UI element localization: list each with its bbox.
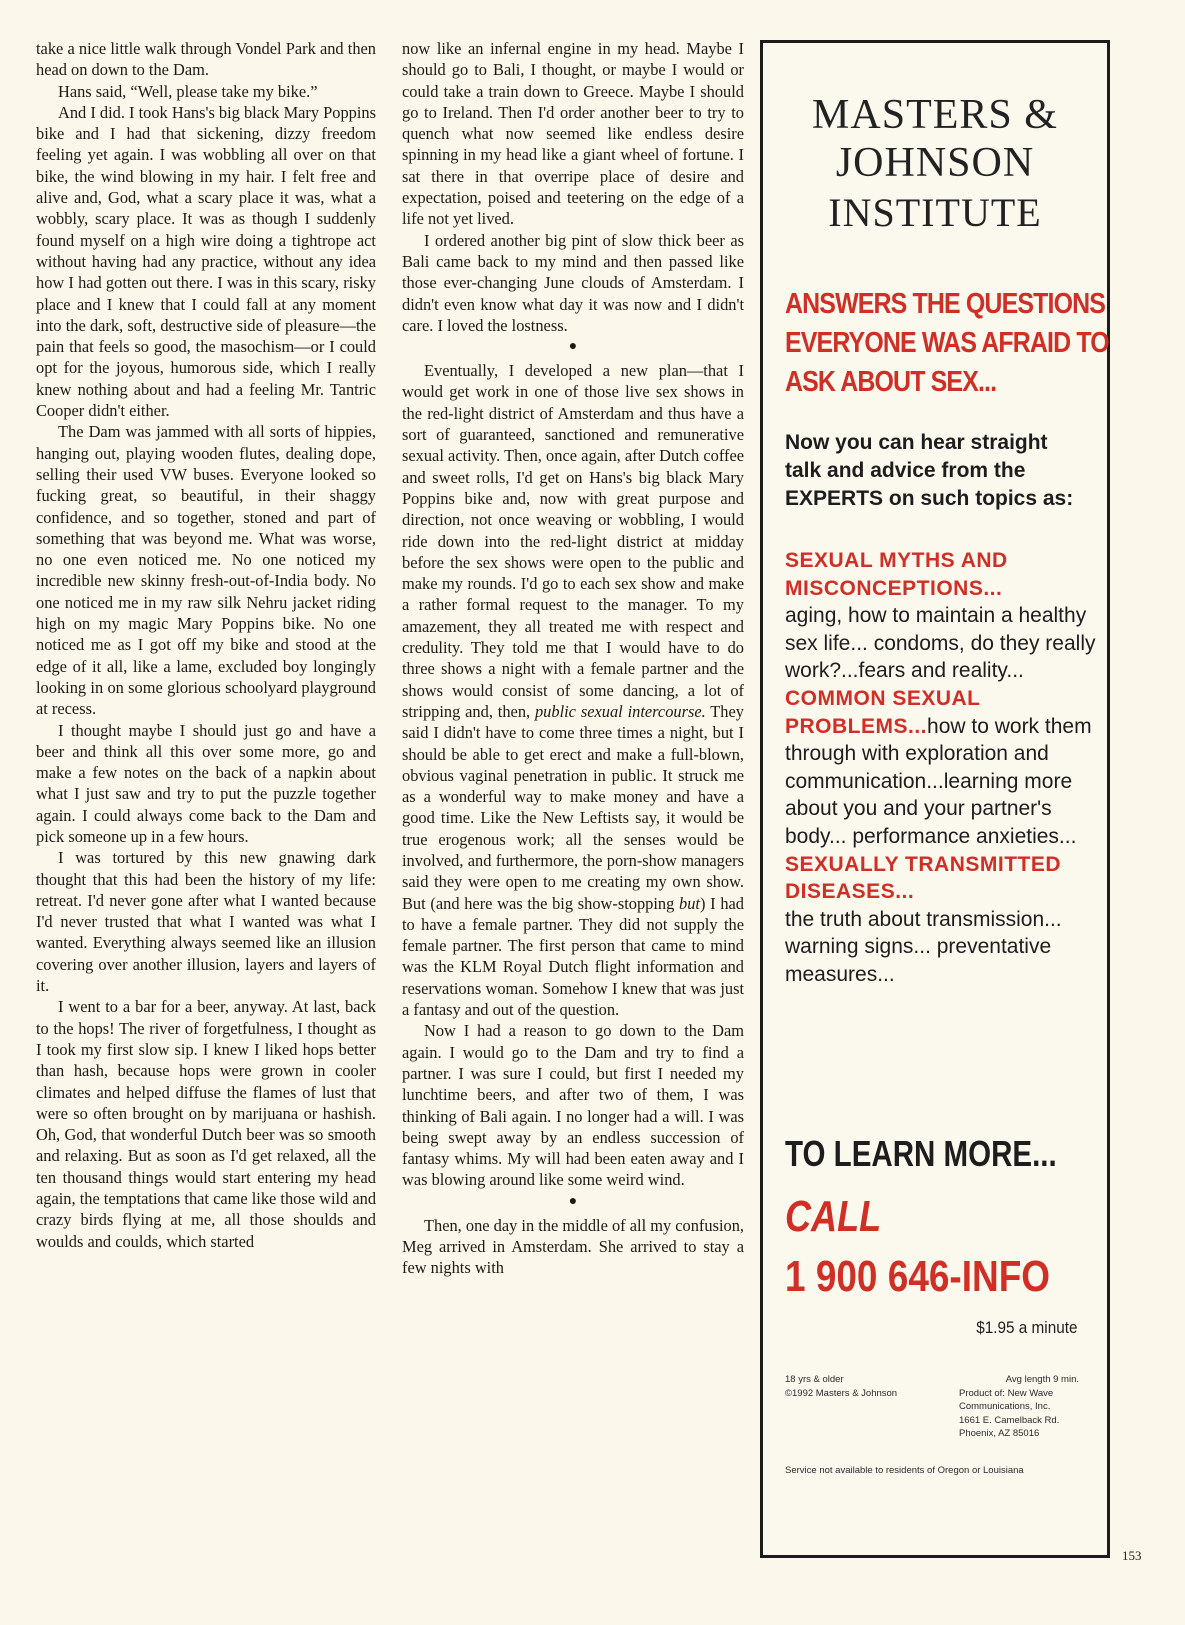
ad-headline: ANSWERS THE QUESTIONS EVERYONE WAS AFRAID TO ASK ABOUT SEX...	[785, 288, 1109, 398]
topic-text: aging, how to maintain a healthy sex life... condoms, do they really work?...fears and reality...	[785, 604, 1096, 683]
paragraph: I thought maybe I should just go and have a beer and think all this over some more, go and make a few notes on the back of a napkin about what I just saw and try to put the puzzle together again. I could always come back to the Dam and pick someone up in a few hours.	[36, 720, 376, 846]
paragraph: And I did. I took Hans's big black Mary Poppins bike and I had that sickening, dizzy freedom feeling yet again. I was wobbling all over on that bike, the wind blowing in my hair. I felt free and alive and, God, what a scary place it was, what a wobbly, scary place. It was as though I suddenly found myself on a high wire doing a tightrope act without having had any practice, without any idea how I had gotten out there. I was in this scary, risky place and I knew that I could fall at any moment into the dark, soft, destructive side of pleasure—the pain that feels so good, the masochism—or I could opt for the joyous, humorous side, which I really knew nothing about and had a feeling Mr. Tantric Cooper didn't either.	[36, 102, 376, 421]
learn-more-heading: TO LEARN MORE...	[785, 1133, 1057, 1174]
advertisement-box	[760, 40, 1110, 1558]
page-number: 153	[1122, 1548, 1142, 1563]
article-column-right	[402, 38, 744, 1279]
paragraph: Then, one day in the middle of all my confusion, Meg arrived in Amsterdam. She arrived to stay a few nights with	[402, 1215, 745, 1278]
section-break-bullet: ●	[568, 339, 578, 355]
call-rate: $1.95 a minute	[975, 1318, 1077, 1337]
fine-print-left: 18 yrs & older ©1992 Masters & Johnson	[785, 1374, 898, 1399]
topic-text: the truth about transmission... warning signs... preventative measures...	[785, 907, 1062, 986]
section-break-bullet: ●	[568, 1193, 578, 1209]
paragraph: I went to a bar for a beer, anyway. At last, back to the hops! The river of forgetfulness, I thought as I took my first slow sip. I knew I liked hops better than hash, because hops were grown in cooler climates and helped diffuse the flames of lust that were so often brought on by marijuana or hashish. Oh, God, that wonderful Dutch beer was so smooth and relaxing. But as soon as I'd get relaxed, all the ten thousand things would start entering my head again, the temptations that came like those wild and crazy birds flying at me, all those shoulds and woulds and coulds, which started	[36, 997, 377, 1251]
fine-print-right: Avg length 9 min. Product of: New Wave Communications, Inc. 1661 E. Camelback Rd. Phoenix, AZ 85016	[959, 1374, 1079, 1439]
topic-heading: SEXUAL MYTHS AND MISCONCEPTIONS...	[785, 549, 1008, 600]
paragraph: The Dam was jammed with all sorts of hippies, hanging out, playing wooden flutes, dealing dope, selling their used VW buses. Everyone looked so fucking great, so beautiful, in their shaggy confidence, and so together, stoned and part of something that was beyond me. What was worse, no one even noticed me. No one noticed my incredible new skinny fresh-out-of-India body. No one noticed me in my raw silk Nehru jacket riding high on my magic Mary Poppins bike. No one noticed me as I got off my bike and stood at the edge of it all, like a lame, excluded boy longingly looking in on some glorious schoolyard playground at recess.	[36, 422, 376, 719]
topic-heading: SEXUALLY TRANSMITTED DISEASES...	[785, 852, 1062, 904]
paragraph: I was tortured by this new gnawing dark thought that this had been the history of my life: retreat. I'd never gone after what I wanted because I'd never trusted that what I wanted was what I wanted. Everything always seemed like an illusion covering over another illusion, layers and layers of it.	[36, 848, 376, 996]
paragraph: I ordered another big pint of slow thick beer as Bali came back to my mind and then passed like those ever-changing June clouds of Amsterdam. I didn't even know what day it was now and I didn't care. I loved the lostness.	[402, 230, 744, 335]
ad-intro: Now you can hear straight talk and advice from the EXPERTS on such topics as:	[785, 431, 1074, 510]
paragraph: now like an infernal engine in my head. Maybe I should go to Bali, I thought, or maybe I would or could take a train down to Greece. Maybe I should go to Ireland. Then I'd order another beer to try to quench what now seemed like endless desire spinning in my head like a giant wheel of fortune. I sat there in that overripe place of desire and expectation, poised and teetering on the edge of a life not yet lived.	[402, 39, 744, 229]
paragraph: Eventually, I developed a new plan—that I would get work in one of those live sex shows in the red-light district of Amsterdam and thus have a sort of guaranteed, sanctioned and remunerative sexual activity. Then, once again, after Dutch coffee and sweet rolls, I'd get on Hans's big black Mary Poppins bike and, now with great purpose and direction, not once weaving or wobbling, I would ride down into the red-light district at midday before the sex shows were open to the public and make my rounds. I'd go to each sex show and make a rather formal request to the manager. To my amazement, they all treated me with respect and credulity. They told me that I would have to do three shows a night with a female partner and the shows would consist of some dancing, a lot of stripping and, then, public sexual intercourse. They said I didn't have to come three times a night, but I should be able to get erect and make a full-blown, obvious vaginal penetration in public. It struck me as a wonderful way to make money and have a good time. Like the New Leftists say, it would be true erogenous work; all the senses would be involved, and furthermore, the porn-show managers said they were open to me creating my own show. But (and here was the big show-stopping but) I had to have a female partner. They did not supply the female partner. The first person that came to mind was the KLM Royal Dutch flight information and reservations woman. Somehow I knew that was just a fantasy and out of the question.	[402, 361, 744, 1020]
topic-list	[785, 547, 1097, 989]
call-label: CALL	[785, 1192, 882, 1241]
topic-text: how to work them through with exploration and communication...learning more about you and your partner's body... performance anxieties...	[785, 714, 1092, 848]
paragraph: Hans said, “Well, please take my bike.”	[58, 81, 318, 101]
phone-number: 1 900 646-INFO	[785, 1252, 1051, 1301]
topic-heading: COMMON SEXUAL PROBLEMS...	[785, 686, 981, 738]
paragraph: Now I had a reason to go down to the Dam again. I would go to the Dam and try to find a partner. I was sure I could, but first I needed my lunchtime beers, and after two of them, I was thinking of Bali again. I no longer had a will. I was being swept away by an endless succession of fantasy whims. My will had been eaten away and I was blowing around like some weird wind.	[402, 1021, 744, 1190]
article-column-left	[36, 38, 376, 1252]
paragraph: take a nice little walk through Vondel Park and then head on down to the Dam.	[36, 39, 376, 80]
institute-logo: MASTERS & JOHNSON INSTITUTE	[812, 92, 1058, 235]
service-note: Service not available to residents of Oregon or Louisiana	[785, 1465, 1024, 1476]
